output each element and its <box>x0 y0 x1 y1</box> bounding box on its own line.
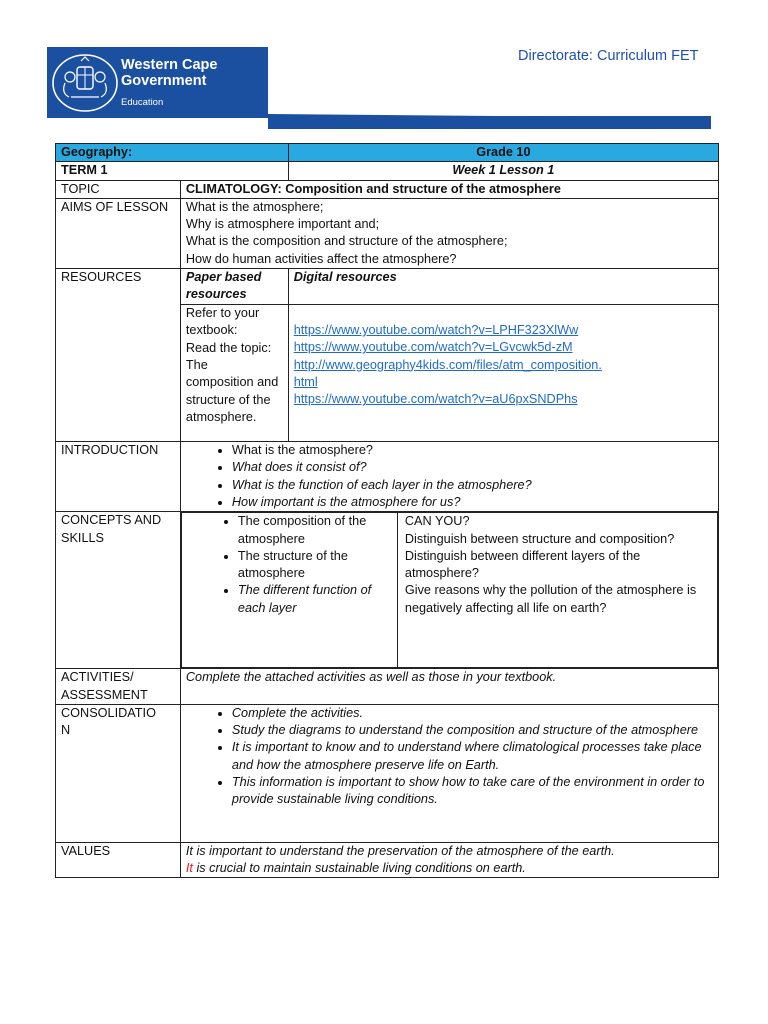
paper-line: atmosphere. <box>185 409 257 424</box>
aim-line: Why is atmosphere important and; <box>185 217 380 232</box>
values-row <box>56 842 719 878</box>
topic-bold: CLIMATOLOGY: <box>185 181 282 196</box>
concept-bullet: • The different function of each layer <box>238 582 386 617</box>
consolidation-bullet: • This information is important to show how to take care of the environment in order to provide sustainable living conditions. <box>232 774 713 809</box>
lesson-plan-table <box>55 143 719 878</box>
paper-line: textbook: <box>185 323 238 338</box>
topic-label: TOPIC <box>56 180 181 198</box>
geography4kids-link-cont[interactable]: html <box>293 374 318 389</box>
digital-resources <box>288 305 718 442</box>
directorate-title: Directorate: Curriculum FET <box>518 48 699 64</box>
paper-line: Refer to your <box>185 306 260 321</box>
intro-bullet: • What does it consist of? <box>232 459 713 476</box>
subject-cell: Geography: <box>56 144 289 162</box>
aim-line: What is the composition and structure of the atmosphere; <box>185 234 508 249</box>
coat-of-arms-icon <box>51 53 119 113</box>
concept-bullet: • The structure of the atmosphere <box>238 548 386 583</box>
paper-resources-heading: Paper based resources <box>180 269 288 305</box>
aims-label: AIMS OF LESSON <box>56 198 181 268</box>
aims-row <box>56 198 719 268</box>
consolidation-row <box>56 704 719 842</box>
concepts-value <box>180 512 718 669</box>
logo-line-2: Government <box>121 73 207 89</box>
concepts-row <box>56 512 719 669</box>
introduction-row <box>56 442 719 512</box>
intro-bullet: • How important is the atmosphere for us? <box>232 494 713 511</box>
term-row <box>56 162 719 180</box>
consolidation-bullet: • Complete the activities. <box>232 705 713 722</box>
consolidation-label <box>56 704 181 842</box>
aims-value <box>180 198 718 268</box>
youtube-link-1[interactable]: https://www.youtube.com/watch?v=LPHF323XlWw <box>293 323 579 338</box>
values-red-word: It <box>185 861 193 876</box>
consolidation-bullet: • It is important to know and to understand where climatological processes take place and how the atmosphere preserve life on Earth. <box>232 739 713 774</box>
can-you-item: Distinguish between different layers of the atmosphere? <box>404 548 641 581</box>
youtube-link-2[interactable]: https://www.youtube.com/watch?v=LGvcwk5d-zM <box>293 340 573 355</box>
resources-label: RESOURCES <box>56 269 181 442</box>
activities-value: Complete the attached activities as well as those in your textbook. <box>180 669 718 705</box>
intro-bullet: • What is the function of each layer in the atmosphere? <box>232 477 713 494</box>
geography4kids-link[interactable]: http://www.geography4kids.com/files/atm_composition. <box>293 357 602 372</box>
consolidation-value <box>180 704 718 842</box>
consolidation-label-line: N <box>61 723 71 738</box>
concepts-list <box>181 513 397 668</box>
can-you-heading: CAN YOU? <box>404 514 470 529</box>
values-line-2-rest: is crucial to maintain sustainable living conditions on earth. <box>192 861 526 876</box>
grade-cell: Grade 10 <box>288 144 718 162</box>
activities-label-line: ACTIVITIES/ <box>61 670 134 685</box>
paper-line: composition and <box>185 375 279 390</box>
paper-line: structure of the <box>185 392 271 407</box>
activities-row <box>56 669 719 705</box>
aim-line: What is the atmosphere; <box>185 199 324 214</box>
intro-bullet: • What is the atmosphere? <box>232 442 713 459</box>
topic-row <box>56 180 719 198</box>
values-line-1: It is important to understand the preservation of the atmosphere of the earth. <box>185 843 615 858</box>
introduction-value <box>180 442 718 512</box>
consolidation-label-line: CONSOLIDATIO <box>61 705 156 720</box>
consolidation-bullet: • Study the diagrams to understand the composition and structure of the atmosphere <box>232 722 713 739</box>
can-you-list <box>397 513 717 668</box>
logo-text <box>121 57 217 108</box>
logo-line-3: Education <box>121 97 164 108</box>
values-label: VALUES <box>56 842 181 878</box>
digital-resources-heading: Digital resources <box>288 269 718 305</box>
concepts-inner-table <box>181 512 718 668</box>
youtube-link-3[interactable]: https://www.youtube.com/watch?v=aU6pxSNDPhs <box>293 392 578 407</box>
concept-bullet: • The composition of the atmosphere <box>238 513 386 548</box>
introduction-label: INTRODUCTION <box>56 442 181 512</box>
logo-line-1: Western Cape <box>121 57 218 73</box>
paper-resources <box>180 305 288 442</box>
paper-line: Read the topic: The <box>185 340 272 372</box>
resources-heading-row <box>56 269 719 305</box>
concepts-label-line: CONCEPTS AND <box>61 513 162 528</box>
topic-text: Composition and structure of the atmosphere <box>285 181 561 196</box>
activities-label-line: ASSESSMENT <box>61 687 148 702</box>
term-cell: TERM 1 <box>56 162 289 180</box>
concepts-label <box>56 512 181 669</box>
can-you-item: Give reasons why the pollution of the atmosphere is negatively affecting all life on earth? <box>404 583 697 615</box>
concepts-label-line: SKILLS <box>61 530 105 545</box>
values-line-2 <box>186 860 713 877</box>
wcg-logo <box>47 47 268 118</box>
values-value <box>180 842 718 878</box>
topic-value <box>180 180 718 198</box>
aim-line: How do human activities affect the atmosphere? <box>185 251 457 266</box>
can-you-item: Distinguish between structure and composition? <box>404 531 675 546</box>
week-cell: Week 1 Lesson 1 <box>288 162 718 180</box>
header-row <box>56 144 719 162</box>
activities-label <box>56 669 181 705</box>
